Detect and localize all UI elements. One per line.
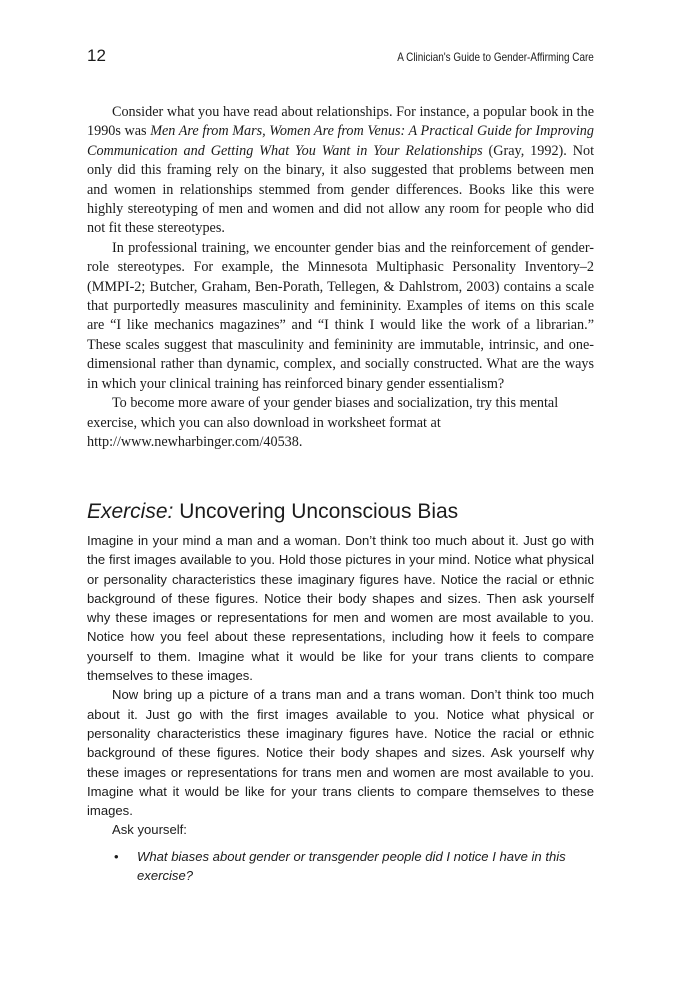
intro-paragraph-1-rest: (Gray, 1992). Not only did this framing rely on the binary, it also suggested that problems between men and women in relationships stemmed from gender differences. Books like this were highly stereotyping of men and women and did not allow any room for people who did not fit these stereotypes. bbox=[87, 142, 595, 237]
exercise-section bbox=[87, 531, 594, 885]
intro-section bbox=[87, 103, 594, 452]
running-title: A Clinician's Guide to Gender-Affirming Care bbox=[397, 50, 594, 64]
page-header bbox=[87, 44, 594, 70]
exercise-title: Uncovering Unconscious Bias bbox=[179, 500, 459, 523]
question-item bbox=[87, 847, 594, 886]
question-list bbox=[87, 847, 594, 886]
question-text: What biases about gender or transgender people did I notice I have in this exercise? bbox=[137, 848, 566, 884]
book-title: Men Are from Mars, Women Are from Venus: A Practical Guide for Improving Communication and Getting What You Want in Your Relationships bbox=[87, 123, 594, 159]
exercise-heading bbox=[87, 499, 594, 525]
page-number: 12 bbox=[87, 46, 106, 65]
exercise-label: Exercise: bbox=[87, 500, 174, 523]
ask-yourself-prompt: Ask yourself: bbox=[112, 822, 187, 838]
intro-paragraph-3: To become more aware of your gender biases and socialization, try this mental exercise, which you can also download in worksheet format at http://www.newharbinger.com/40538. bbox=[87, 395, 559, 450]
bullet-icon: • bbox=[114, 848, 119, 864]
exercise-paragraph-2: Now bring up a picture of a trans man and a trans woman. Don’t think too much about it. Just go with the first images available to you. Notice what physical or personality characteristics these imaginary figures have. Notice the racial or ethnic background of these figures. Notice their body shapes and sizes. Ask yourself why these images or representations for trans men and women are most available to you. Imagine what it would be like for your trans clients to compare themselves to these images. bbox=[87, 687, 594, 819]
exercise-paragraph-1: Imagine in your mind a man and a woman. Don’t think too much about it. Just go with the first images available to you. Hold those pictures in your mind. Notice what physical or personality characteristics these imaginary figures have. Notice the racial or ethnic background of these figures. Notice their body shapes and sizes. Then ask yourself why these images or representations for men and women are most available to you. Notice how you feel about these representations, including how it feels to compare yourself to them. Imagine what it would be like for your trans clients to compare themselves to these images. bbox=[87, 533, 594, 684]
intro-paragraph-2: In professional training, we encounter gender bias and the reinforcement of gender-role stereotypes. For example, the Minnesota Multiphasic Personality Inventory–2 (MMPI-2; Butcher, Graham, Ben-Porath, Tellegen, & Dahlstrom, 2003) contains a scale that purportedly measures masculinity and femininity. Examples of items on this scale are “I like mechanics magazines” and “I think I would like the work of a librarian.” These scales suggest that masculinity and femininity are immutable, intrinsic, and one-dimensional rather than dynamic, complex, and socially constructed. What are the ways in which your clinical training has reinforced binary gender essentialism? bbox=[87, 239, 594, 392]
intro-paragraph-1-lead: Consider what you have read about relationships. For instance, a popular book in the 1990s was bbox=[87, 104, 594, 140]
intro-paragraph-1 bbox=[87, 103, 594, 239]
